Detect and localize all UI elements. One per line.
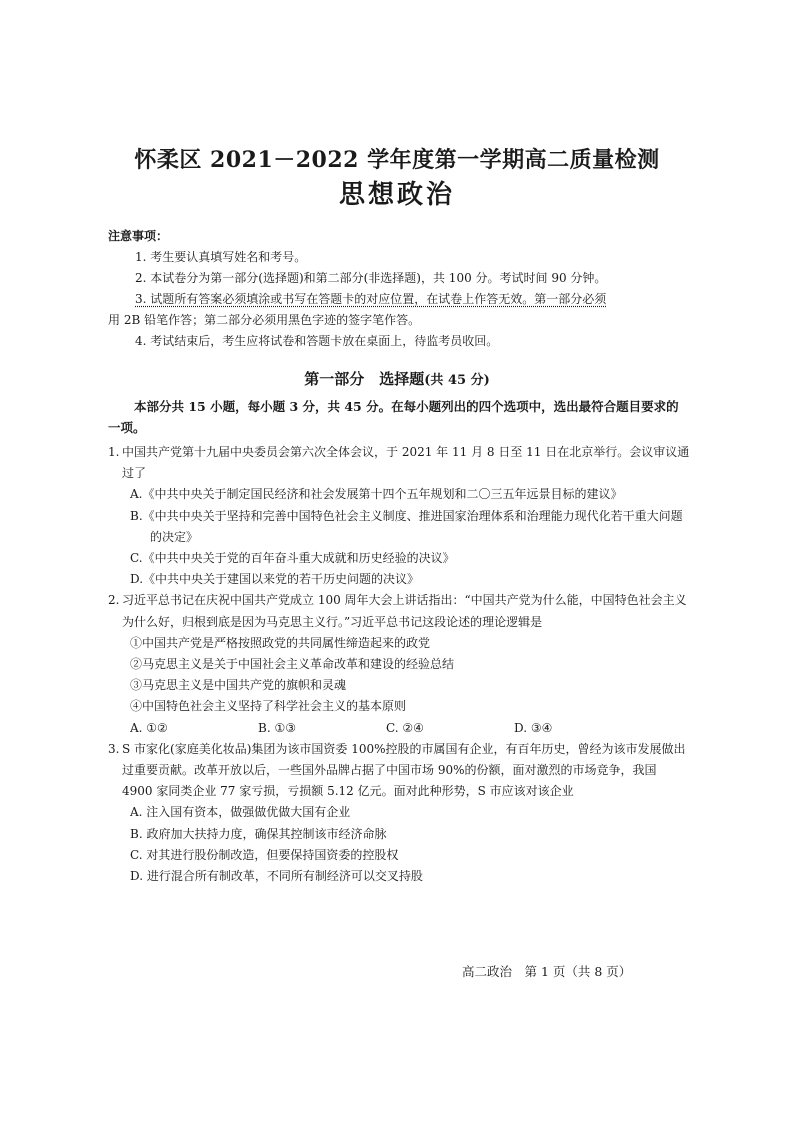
- option-b: B. 政府加大扶持力度，确保其控制该市经济命脉: [130, 826, 387, 841]
- question-stem-text: 习近平总书记在庆祝中国共产党成立 100 周年大会上讲话指出：“中国共产党为什么能，中国特色社会主义为什么好，归根到底是因为马克思主义行。”习近平总书记这段论述的理论逻辑是: [122, 593, 687, 629]
- option-c: C. ②④: [386, 720, 424, 735]
- question-stem-text: 中国共产党第十九届中央委员会第六次全体会议，于 2021 年 11 月 8 日至 11 日在北京举行。会议审议通过了: [122, 445, 690, 481]
- question-list: [108, 442, 690, 887]
- option-a: A. 注入国有资本，做强做优做大国有企业: [130, 805, 351, 820]
- section-title: [0, 368, 794, 389]
- question-number: 3.: [108, 741, 120, 756]
- exam-title: 怀柔区 2021－2022 学年度第一学期高二质量检测: [134, 147, 660, 173]
- option-a: A. ①②: [130, 720, 168, 735]
- option-b: B. ①③: [258, 720, 296, 735]
- question-stem: [108, 590, 690, 632]
- question-1: [108, 442, 690, 590]
- section-score: (共 45 分): [424, 373, 490, 388]
- option-a: A.《中共中央关于制定国民经济和社会发展第十四个五年规划和二〇三五年远景目标的建议》: [130, 487, 623, 502]
- option-d: D.《中共中央关于建国以来党的若干历史问题的决议》: [130, 572, 420, 587]
- question-number: 2.: [108, 593, 120, 608]
- question-stem: [108, 442, 690, 484]
- notice-item: 1. 考生要认真填写姓名和考号。: [135, 250, 307, 264]
- question-number: 1.: [108, 445, 120, 459]
- option-c: C.《中共中央关于党的百年奋斗重大成就和历史经验的决议》: [130, 551, 455, 566]
- question-2: [108, 590, 690, 738]
- notice-block: [108, 226, 688, 352]
- statement-item: ④中国特色社会主义坚持了科学社会主义的基本原则: [130, 699, 407, 714]
- option-b: B.《中共中央关于坚持和完善中国特色社会主义制度、推进国家治理体系和治理能力现代化若干重大问题的决定》: [130, 508, 683, 544]
- option-d: D. 进行混合所有制改革，不同所有制经济可以交叉持股: [130, 869, 423, 884]
- page-footer: 高二政治 第 1 页（共 8 页）: [462, 964, 632, 979]
- option-row: [108, 718, 690, 739]
- statement-item: ③马克思主义是中国共产党的旗帜和灵魂: [130, 678, 347, 693]
- subject-title: 思想政治: [338, 180, 455, 210]
- notice-item: 2. 本试卷分为第一部分(选择题)和第二部分(非选择题)，共 100 分。考试时间 90 分钟。: [135, 271, 607, 285]
- question-stem-text: S 市家化(家庭美化妆品)集团为该市国资委 100%控股的市属国有企业，有百年历史，曾经为该市发展做出过重要贡献。改革开放以后，一些国外品牌占据了中国市场 90%的份额，面对激烈的市场竞争，我国 4900 家同类企业 77 家亏损，亏损额 5.12 亿元。面对此种形势，S 市应该对该企业: [122, 741, 686, 799]
- option-d: D. ③④: [514, 720, 553, 735]
- option-c: C. 对其进行股份制改造，但要保持国资委的控股权: [130, 847, 399, 862]
- section-intro: 本部分共 15 小题，每小题 3 分，共 45 分。在每小题列出的四个选项中，选出最符合题目要求的一项。: [108, 399, 679, 435]
- section-title-text: 第一部分 选择题: [304, 370, 425, 388]
- notice-item-continued: 用 2B 铅笔作答；第二部分必须用黑色字迹的签字笔作答。: [108, 313, 421, 327]
- notice-item: 4. 考试结束后，考生应将试卷和答题卡放在桌面上，待监考员收回。: [135, 334, 499, 348]
- statement-item: ①中国共产党是严格按照政党的共同属性缔造起来的政党: [130, 635, 431, 650]
- notice-item: 3. 试题所有答案必须填涂或书写在答题卡的对应位置，在试卷上作答无效。第一部分必须: [135, 292, 607, 306]
- question-stem: [108, 739, 690, 803]
- question-3: [108, 739, 690, 887]
- notice-heading: 注意事项：: [108, 229, 169, 243]
- statement-item: ②马克思主义是关于中国社会主义革命改革和建设的经验总结: [130, 657, 455, 672]
